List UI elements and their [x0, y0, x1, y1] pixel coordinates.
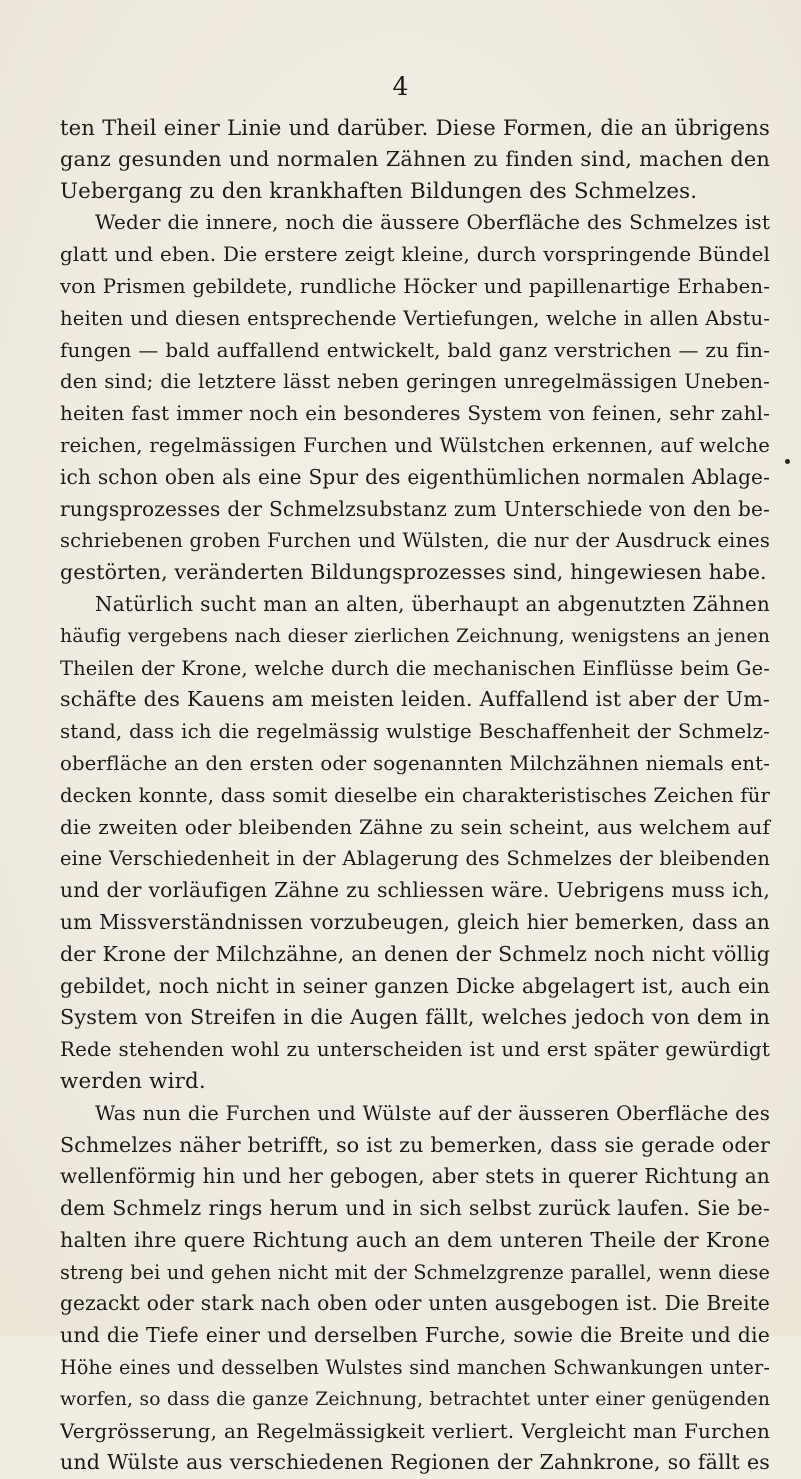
text-line: der Krone der Milchzähne, an denen der Schmelz noch nicht völlig [60, 941, 770, 966]
text-line: gebildet, noch nicht in seiner ganzen Dicke abgelagert ist, auch ein [60, 973, 770, 998]
text-line: Schmelzes näher betrifft, so ist zu bemerken, dass sie gerade oder [60, 1132, 770, 1157]
text-line: schriebenen groben Furchen und Wülsten, die nur der Ausdruck eines [60, 529, 770, 553]
text-line: ten Theil einer Linie und darüber. Diese Formen, die an übrigens [60, 115, 770, 140]
text-line: eine Verschiedenheit in der Ablagerung des Schmelzes der bleibenden [60, 847, 770, 871]
text-line: fungen — bald auffallend entwickelt, bald ganz verstrichen — zu fin- [60, 337, 770, 362]
page-number: 4 [392, 72, 409, 101]
text-line: und Wülste aus verschiedenen Regionen der Zahnkrone, so fällt es [60, 1450, 770, 1475]
body-text [60, 112, 770, 1479]
text-line: streng bei und gehen nicht mit der Schmelzgrenze parallel, wenn diese [60, 1260, 770, 1284]
text-line: rungsprozesses der Schmelzsubstanz zum Unterschiede von den be- [60, 496, 770, 521]
text-line: glatt und eben. Die erstere zeigt kleine, durch vorspringende Bündel [60, 243, 770, 267]
text-line: wellenförmig hin und her gebogen, aber stets in querer Richtung an [60, 1164, 770, 1189]
text-line: reichen, regelmässigen Furchen und Wülstchen erkennen, auf welche [60, 433, 770, 457]
text-line: Theilen der Krone, welche durch die mechanischen Einflüsse beim Ge- [60, 656, 770, 680]
text-line: den sind; die letztere lässt neben geringen unregelmässigen Uneben- [60, 370, 770, 394]
text-line: Natürlich sucht man an alten, überhaupt an abgenutzten Zähnen [95, 591, 770, 616]
text-line: decken konnte, dass somit dieselbe ein charakteristisches Zeichen für [60, 783, 770, 807]
text-line: Vergrösserung, an Regelmässigkeit verliert. Vergleicht man Furchen [60, 1418, 770, 1443]
text-line: von Prismen gebildete, rundliche Höcker und papillenartige Erhaben- [60, 274, 770, 298]
text-line: werden wird. [60, 1068, 206, 1094]
text-line: schäfte des Kauens am meisten leiden. Auffallend ist aber der Um- [60, 687, 770, 712]
text-line: worfen, so dass die ganze Zeichnung, betrachtet unter einer genügenden [60, 1388, 770, 1410]
text-line: gestörten, veränderten Bildungsprozesses sind, hingewiesen habe. [60, 560, 767, 585]
text-line: ich schon oben als eine Spur des eigenthümlichen normalen Ablage- [60, 464, 770, 489]
text-line: ganz gesunden und normalen Zähnen zu finden sind, machen den [60, 146, 770, 171]
text-line: die zweiten oder bleibenden Zähne zu sein scheint, aus welchem auf [60, 814, 770, 839]
text-line: gezackt oder stark nach oben oder unten ausgebogen ist. Die Breite [60, 1291, 770, 1316]
text-line: und die Tiefe einer und derselben Furche, sowie die Breite und die [60, 1323, 770, 1348]
text-line: System von Streifen in die Augen fällt, welches jedoch von dem in [60, 1005, 770, 1030]
text-line: häufig vergebens nach dieser zierlichen Zeichnung, wenigstens an jenen [60, 625, 770, 647]
text-line: halten ihre quere Richtung auch an dem unteren Theile der Krone [60, 1227, 770, 1252]
text-line: heiten und diesen entsprechende Vertiefungen, welche in allen Abstu- [60, 306, 770, 330]
margin-mark [785, 459, 790, 464]
text-line: heiten fast immer noch ein besonderes System von feinen, sehr zahl- [60, 402, 770, 426]
text-line: Weder die innere, noch die äussere Oberfläche des Schmelzes ist [95, 210, 770, 235]
text-line: stand, dass ich die regelmässig wulstige Beschaffenheit der Schmelz- [60, 720, 770, 744]
text-line: Höhe eines und desselben Wulstes sind manchen Schwankungen unter- [60, 1356, 770, 1380]
text-line: Rede stehenden wohl zu unterscheiden ist und erst später gewürdigt [60, 1038, 770, 1062]
text-line: oberfläche an den ersten oder sogenannten Milchzähnen niemals ent- [60, 751, 770, 775]
text-line: Was nun die Furchen und Wülste auf der äusseren Oberfläche des [95, 1101, 770, 1125]
text-line: Uebergang zu den krankhaften Bildungen des Schmelzes. [60, 178, 698, 204]
text-line: und der vorläufigen Zähne zu schliessen wäre. Uebrigens muss ich, [60, 878, 770, 903]
text-line: um Missverständnissen vorzubeugen, gleich hier bemerken, dass an [60, 909, 770, 934]
text-line: dem Schmelz rings herum und in sich selbst zurück laufen. Sie be- [60, 1196, 770, 1221]
